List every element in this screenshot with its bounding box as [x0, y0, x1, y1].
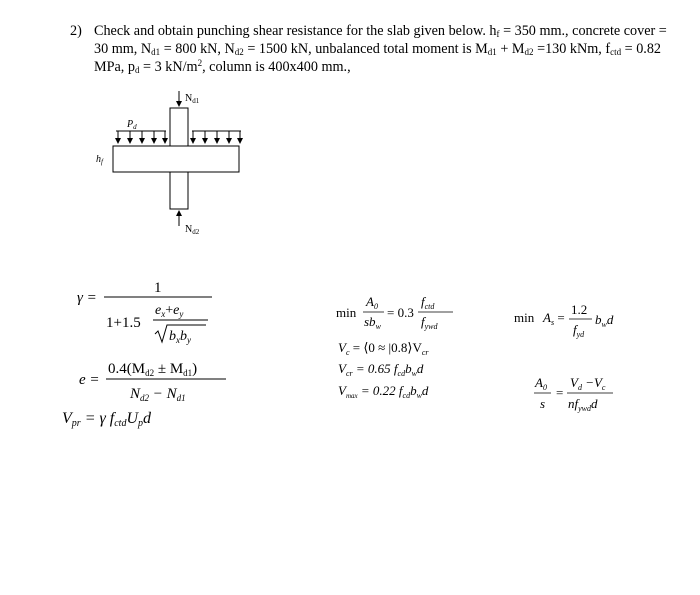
min-as-formula: [514, 302, 614, 339]
e-lhs: e =: [79, 372, 100, 388]
as-bwd: $b_wd$: [595, 312, 614, 329]
a0-numerator: $A_0$: [366, 294, 378, 311]
min-a0-formula: [336, 294, 453, 331]
gamma-formula: [77, 280, 212, 345]
problem-text: Check and obtain punching shear resistance for the slab given below. $h_f = 350$ mm., concrete cover = 30 mm, $N_{d1} = 800$ kN, $N_{d2} = 1500$ kN, unbalanced total moment is $M_{d1} + M_{d2} =130$ kNm, $f_{ctd} = 0.82$ MPa, $p_d = 3$ $kN/m^2$, column is 400x400 mm.,: [94, 23, 667, 75]
vc-formulas: [338, 340, 429, 400]
nd1-label: $N_{d1}$: [185, 93, 200, 105]
a0-s-formula: [534, 375, 613, 413]
vmax-equation: $V_{max} = 0.22$ $f_{cd}b_wd$: [338, 383, 429, 400]
vpr-equation: Vpr = γ fctdUpd: [62, 410, 152, 429]
upper-column: [170, 108, 188, 146]
a0s-equals: =: [556, 385, 564, 400]
eq-03: = 0.3: [387, 305, 414, 320]
as-lhs: $A_s$ =: [543, 310, 565, 327]
nd2-label: $N_{d2}$: [185, 224, 200, 236]
a0s-denominator: s: [540, 396, 546, 411]
sqrt-bx-by: $b_xb_y$: [169, 329, 191, 345]
slab: [113, 146, 239, 172]
gamma-lhs: γ =: [77, 290, 97, 306]
e-denominator: $N_{d2} - N_{d1}$: [130, 386, 186, 403]
slab-column-diagram: [113, 91, 241, 226]
min-label-2: min: [514, 310, 535, 325]
fctd-numerator: $f_{ctd}$: [421, 294, 435, 311]
nfywd-denominator: $nf_{ywd}d$: [568, 396, 598, 413]
pd-label: $P_d$: [127, 119, 137, 131]
vpr-formula: [62, 410, 152, 429]
hf-label: $h_f$: [96, 154, 103, 166]
eccentricity-formula: [79, 361, 226, 403]
ex-ey-numerator: $e_x+e_y$: [155, 303, 184, 319]
gamma-den-prefix: 1+1.5: [106, 315, 141, 331]
vc-equation: $V_c$ = ⟨0 ≈ $|0.8⟩V_{cr}$: [338, 340, 429, 357]
a0s-numerator: $A_0$: [535, 375, 547, 392]
problem-number: 2): [70, 23, 82, 39]
gamma-numerator: 1: [154, 280, 162, 296]
fyd-denominator: $f_{yd}$: [573, 322, 585, 339]
min-label-1: min: [336, 305, 357, 320]
e-numerator: $0.4(M_{d2} \pm M_{d1})$: [108, 361, 198, 378]
sbw-denominator: $sb_w$: [364, 314, 381, 331]
vdvc-numerator: $V_d -V_c$: [570, 375, 606, 392]
lower-column: [170, 172, 188, 209]
diagram-labels: [96, 93, 200, 236]
fywd-denominator: $f_{ywd}$: [421, 314, 438, 331]
vcr-equation: $V_{cr} = 0.65$ $f_{cd}b_wd$: [338, 361, 424, 378]
as-numerator: 1.2: [571, 302, 588, 317]
